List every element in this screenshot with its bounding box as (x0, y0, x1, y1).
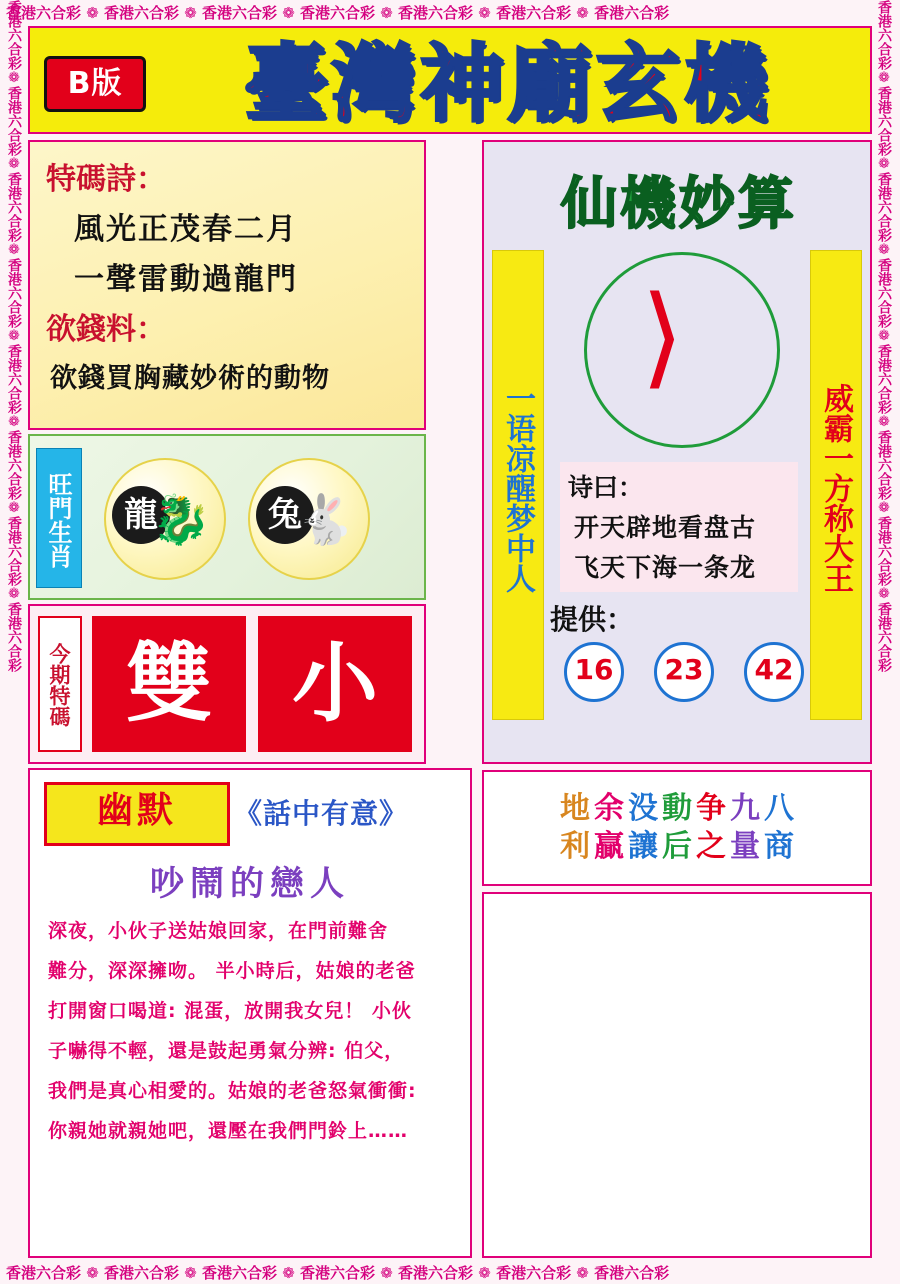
phrase-column (628, 791, 658, 865)
shiyue-label: 诗曰： (568, 473, 644, 502)
phrase-column (730, 791, 760, 865)
zodiac-char-2: 兔 (256, 486, 314, 544)
phrase-char-bottom: 贏 (594, 829, 624, 864)
border-top-text: 香港六合彩 ❁ 香港六合彩 ❁ 香港六合彩 ❁ 香港六合彩 ❁ 香港六合彩 ❁ 香港六合彩 ❁ 香港六合彩 (6, 4, 670, 22)
mystic-box (482, 140, 872, 764)
mystic-title: 仙機妙算 (561, 172, 797, 237)
border-right-text: 香港六合彩❁香港六合彩❁香港六合彩❁香港六合彩❁香港六合彩❁香港六合彩❁香港六合彩❁香港六合彩 (876, 0, 892, 672)
lucky-number-3: 42 (744, 642, 804, 702)
phrase-column (594, 791, 624, 865)
page-title: 臺灣神廟玄機 (243, 35, 772, 133)
content-area (28, 26, 872, 1258)
shiyue-box (560, 462, 798, 592)
phrase-box (482, 770, 872, 886)
border-left-text: 香港六合彩❁香港六合彩❁香港六合彩❁香港六合彩❁香港六合彩❁香港六合彩❁香港六合彩❁香港六合彩 (6, 0, 22, 672)
phrase-char-top: 八 (764, 791, 794, 826)
border-bottom (6, 1262, 894, 1282)
poem-label: 特碼詩： (46, 162, 166, 197)
phrase-grid (560, 791, 794, 865)
current-pick-tag: 今期特碼 (38, 616, 82, 752)
dragon-icon: 🐉 (151, 492, 211, 548)
zodiac-ball-2 (248, 458, 370, 580)
lucky-number-2: 23 (654, 642, 714, 702)
phrase-char-top: 地 (560, 791, 590, 826)
phrase-column (560, 791, 590, 865)
phrase-char-bottom: 商 (764, 829, 794, 864)
lucky-number-1: 16 (564, 642, 624, 702)
phrase-column (764, 791, 794, 865)
current-pick-box (28, 604, 426, 764)
blank-panel (482, 892, 872, 1258)
money-hint-label: 欲錢料： (46, 312, 166, 347)
phrase-char-top: 九 (730, 791, 760, 826)
zodiac-char-1: 龍 (112, 486, 170, 544)
money-hint-line: 欲錢買胸藏妙術的動物 (50, 363, 330, 394)
humor-line: 你親她就親她吧，還壓在我們門鈴上…… (48, 1120, 409, 1142)
border-right (874, 0, 896, 1284)
phrase-char-top: 没 (628, 791, 658, 826)
phrase-char-top: 争 (696, 791, 726, 826)
shiyue-line-1: 开天辟地看盘古 (574, 513, 757, 542)
pick-cell-1: 雙 (92, 616, 246, 752)
lucky-zodiac-box (28, 434, 426, 600)
title-banner (28, 26, 872, 134)
mystic-circle-art (584, 252, 780, 448)
humor-line: 難分，深深擁吻。 半小時后，姑娘的老爸 (48, 960, 416, 982)
pick-cell-2: 小 (258, 616, 412, 752)
mystic-right-strip: 威霸一方称大王 (810, 250, 862, 720)
special-code-poem-box (28, 140, 426, 430)
mystic-left-strip: 一语凉醒梦中人 (492, 250, 544, 720)
humor-subtitle: 《話中有意》 (234, 797, 409, 830)
phrase-char-bottom: 利 (560, 829, 590, 864)
phrase-column (662, 791, 692, 865)
border-left (4, 0, 26, 1284)
zodiac-ball-1 (104, 458, 226, 580)
phrase-char-bottom: 后 (662, 829, 692, 864)
humor-line: 子嚇得不輕，還是鼓起勇氣分辨: 伯父， (48, 1040, 405, 1062)
provide-label: 提供： (550, 603, 635, 636)
poem-line-1: 風光正茂春二月 (74, 212, 298, 247)
shiyue-line-2: 飞天下海一条龙 (574, 553, 757, 582)
phrase-char-bottom: 量 (730, 829, 760, 864)
humor-stamp: 幽默 (44, 782, 230, 846)
border-bottom-text: 香港六合彩 ❁ 香港六合彩 ❁ 香港六合彩 ❁ 香港六合彩 ❁ 香港六合彩 ❁ 香港六合彩 ❁ 香港六合彩 (6, 1264, 670, 1282)
phrase-char-top: 動 (662, 791, 692, 826)
mystic-circle-mark: ⟩ (641, 272, 684, 400)
phrase-char-top: 余 (594, 791, 624, 826)
humor-line: 打開窗口喝道: 混蛋，放開我女兒！ 小伙 (48, 1000, 412, 1022)
humor-body (38, 911, 462, 1151)
humor-header (38, 778, 462, 844)
rabbit-icon: 🐇 (295, 492, 355, 548)
lucky-zodiac-tag: 旺門生肖 (36, 448, 82, 588)
humor-line: 深夜，小伙子送姑娘回家，在門前難舍 (48, 920, 389, 942)
humor-line: 我們是真心相愛的。姑娘的老爸怒氣衝衝: (48, 1080, 417, 1102)
border-top (6, 2, 894, 22)
edition-badge: B版 (44, 56, 146, 112)
phrase-column (696, 791, 726, 865)
phrase-char-bottom: 讓 (628, 829, 658, 864)
phrase-char-bottom: 之 (696, 829, 726, 864)
humor-box (28, 768, 472, 1258)
humor-title: 吵鬧的戀人 (150, 864, 350, 904)
poem-line-2: 一聲雷動過龍門 (74, 262, 298, 297)
